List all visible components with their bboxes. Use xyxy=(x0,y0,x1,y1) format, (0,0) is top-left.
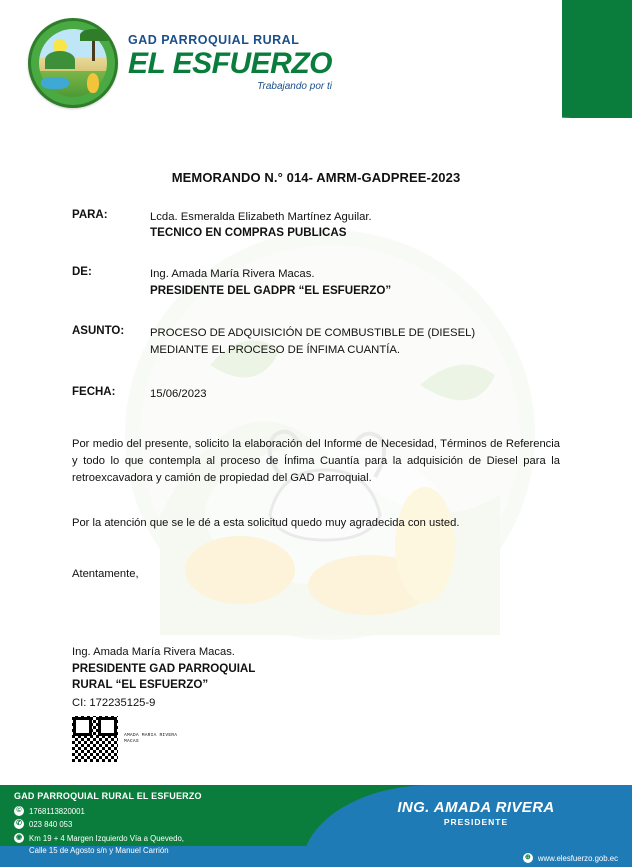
signer-role-line-2: RURAL “EL ESFUERZO” xyxy=(72,678,209,692)
water-shape xyxy=(41,77,69,89)
qr-signature-label xyxy=(124,733,177,744)
paragraph-request: Por medio del presente, solicito la elaboración del Informe de Necesidad, Términos de Referencia y todo lo que contempla al proceso de Ínfima Cuantía para la adquisición de Diesel para la retroexcavadora y camión de propiedad del GAD Parroquial. xyxy=(72,438,560,485)
logo-text-block xyxy=(128,34,332,92)
location-pin-icon: ◉ xyxy=(15,833,23,841)
closing-line: Atentamente, xyxy=(72,567,139,580)
memo-title: MEMORANDO N.° 014- AMRM-GADPREE-2023 xyxy=(171,170,461,185)
hill-shape xyxy=(45,51,75,69)
signature-block xyxy=(72,644,560,761)
footer-address-row xyxy=(14,833,202,856)
footer-phone-value: 023 840 053 xyxy=(29,820,73,830)
qr-code-icon xyxy=(72,716,118,762)
qr-signature-line-1: AMADA MARIA RIVERA xyxy=(124,732,178,738)
header-white-curve xyxy=(402,0,562,118)
field-label-fecha: FECHA: xyxy=(72,386,116,399)
field-value-asunto xyxy=(150,325,475,358)
footer-address-line-1: Km 19 + 4 Margen Izquierdo Vía a Quevedo, xyxy=(29,833,184,843)
footer-ruc-value: 1768113820001 xyxy=(29,806,85,816)
field-value-para xyxy=(150,209,372,242)
footer-organization-name: GAD PARROQUIAL RURAL EL ESFUERZO xyxy=(14,791,202,801)
field-value-de xyxy=(150,266,391,299)
field-label-para: PARA: xyxy=(72,209,108,221)
footer-address-line-2: Calle 15 de Agosto s/n y Manuel Carrión xyxy=(29,845,169,855)
corn-icon xyxy=(87,73,99,93)
field-label-asunto: ASUNTO: xyxy=(72,325,125,338)
footer-contact-block xyxy=(14,790,202,856)
footer-ruc-row xyxy=(14,806,202,818)
asunto-line-2: MEDIANTE EL PROCESO DE ÍNFIMA CUANTÍA. xyxy=(150,343,401,356)
para-recipient-role: TECNICO EN COMPRAS PUBLICAS xyxy=(150,226,347,240)
logo-line-2: EL ESFUERZO xyxy=(128,46,332,80)
field-row-asunto xyxy=(72,325,560,358)
field-label-de: DE: xyxy=(72,266,92,279)
footer-website-value[interactable]: www.elesfuerzo.gob.ec xyxy=(537,853,618,863)
asunto-line-1: PROCESO DE ADQUISICIÓN DE COMBUSTIBLE DE (DIESEL) xyxy=(150,327,476,340)
signer-name: Ing. Amada María Rivera Macas. xyxy=(72,646,235,659)
footer-phone-row xyxy=(14,819,202,831)
de-sender-role: PRESIDENTE DEL GADPR “EL ESFUERZO” xyxy=(150,283,392,297)
organization-logo xyxy=(28,18,332,108)
field-row-para xyxy=(72,209,560,242)
field-value-fecha: 15/06/2023 xyxy=(150,388,207,401)
digital-signature-stamp xyxy=(72,716,560,762)
logo-tagline: Trabajando por ti xyxy=(257,80,332,92)
footer-authority-block xyxy=(346,799,606,827)
phone-icon: ✆ xyxy=(14,819,24,829)
globe-icon: ⊕ xyxy=(523,853,533,863)
logo-line-1: GAD PARROQUIAL RURAL xyxy=(128,33,300,48)
logo-emblem-icon xyxy=(28,18,118,108)
de-sender-name: Ing. Amada María Rivera Macas. xyxy=(150,268,315,281)
footer-person-name: ING. AMADA RIVERA xyxy=(397,799,555,816)
paragraph-thanks: Por la atención que se le dé a esta solicitud quedo muy agradecida con usted. xyxy=(72,516,460,529)
signer-id-number: CI: 172235125-9 xyxy=(72,697,156,710)
document-body xyxy=(0,170,632,762)
qr-signature-line-2: MACAS xyxy=(124,738,139,744)
id-icon: © xyxy=(14,806,24,816)
footer-address xyxy=(29,833,184,856)
field-row-fecha xyxy=(72,386,560,402)
palm-tree-icon xyxy=(92,35,95,61)
document-footer xyxy=(0,785,632,867)
footer-person-role: PRESIDENTE xyxy=(443,817,509,827)
signer-role-line-1: PRESIDENTE GAD PARROQUIAL xyxy=(72,661,256,675)
document-header xyxy=(0,0,632,118)
para-recipient-name: Lcda. Esmeralda Elizabeth Martínez Aguilar. xyxy=(150,211,372,223)
field-row-de xyxy=(72,266,560,299)
footer-website-row[interactable] xyxy=(523,853,618,863)
